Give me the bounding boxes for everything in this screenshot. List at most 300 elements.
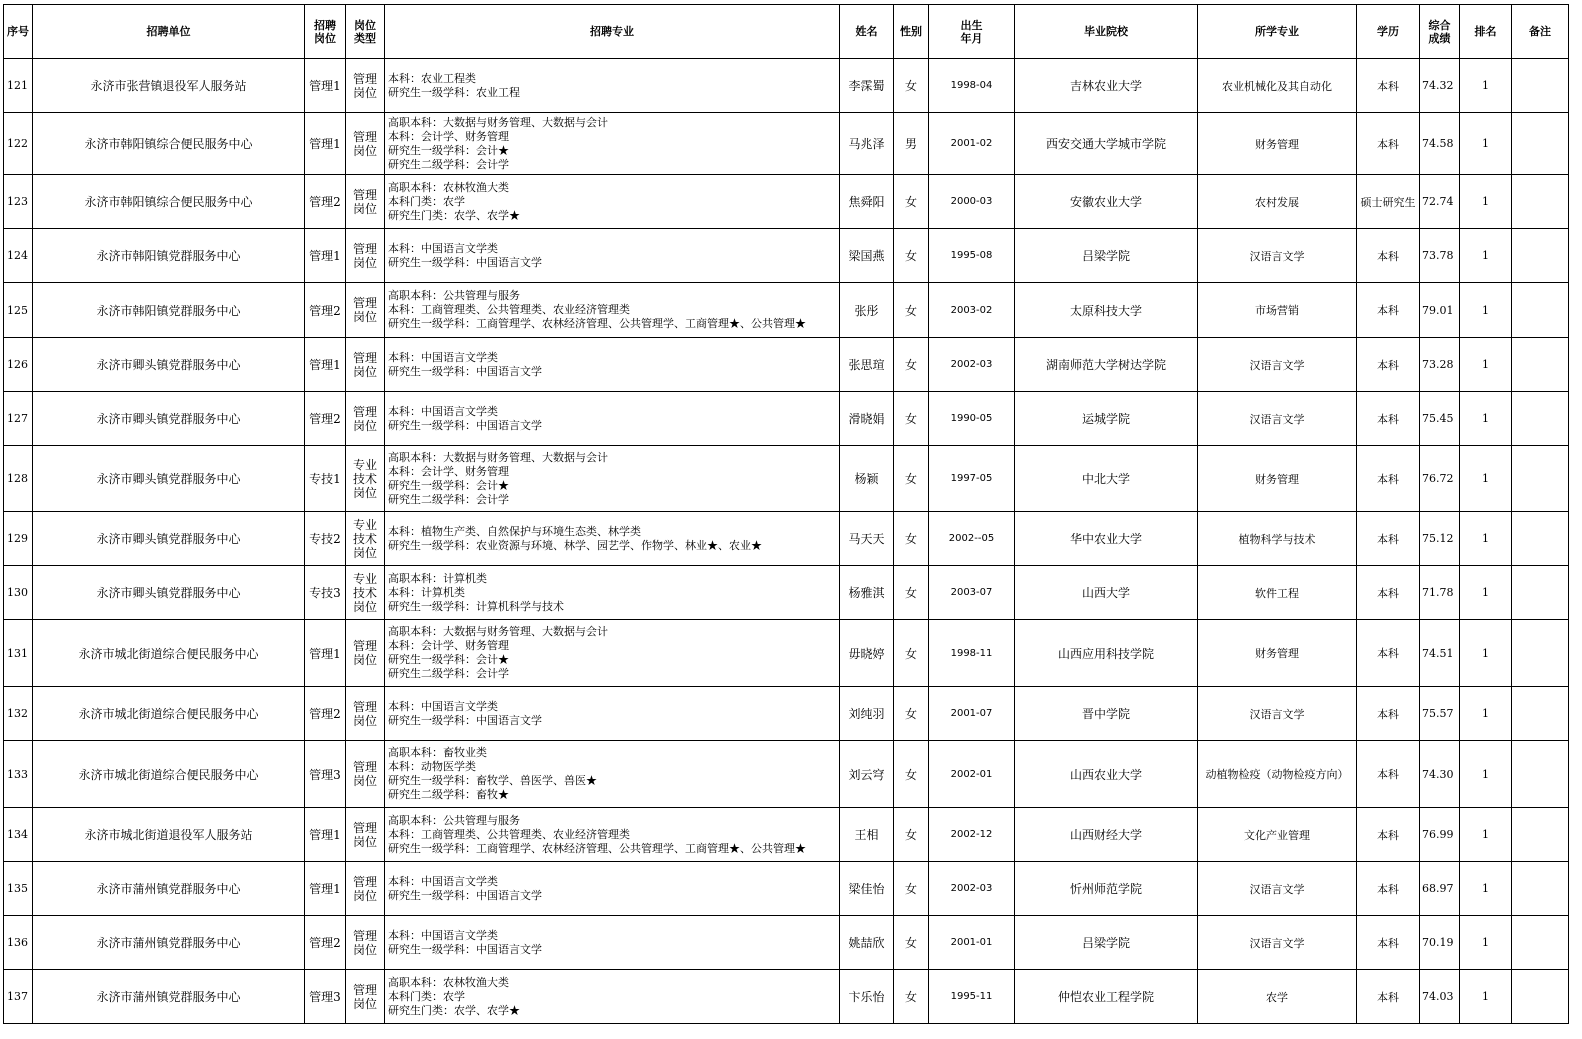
cell-birth: 1995-08 (929, 229, 1015, 283)
cell-seq: 131 (4, 620, 33, 687)
required-major-line: 高职本科：大数据与财务管理、大数据与会计 (388, 625, 608, 638)
cell-score: 76.72 (1420, 446, 1460, 512)
cell-note (1512, 338, 1569, 392)
cell-name: 王相 (840, 808, 894, 862)
cell-note (1512, 175, 1569, 229)
cell-rank: 1 (1460, 446, 1512, 512)
required-major-line: 研究生二级学科：会计学 (388, 492, 509, 506)
table-row (4, 338, 1569, 392)
cell-degree: 本科 (1357, 970, 1420, 1024)
cell-degree: 本科 (1357, 741, 1420, 808)
cell-major: 农村发展 (1198, 175, 1357, 229)
cell-name: 杨雅淇 (840, 566, 894, 620)
cell-major: 汉语言文学 (1198, 916, 1357, 970)
required-major-line: 研究生一级学科：农业工程 (388, 85, 520, 99)
cell-name: 刘云穹 (840, 741, 894, 808)
header-school: 毕业院校 (1015, 5, 1198, 59)
cell-position-type: 管理 岗位 (346, 113, 385, 175)
cell-position-type: 管理 岗位 (346, 862, 385, 916)
header-score (1420, 5, 1460, 59)
cell-name: 毋晓婷 (840, 620, 894, 687)
cell-unit: 永济市城北街道退役军人服务站 (33, 808, 305, 862)
cell-position-type: 管理 岗位 (346, 59, 385, 113)
cell-degree: 本科 (1357, 916, 1420, 970)
cell-required-major (385, 566, 840, 620)
cell-name: 张思瑄 (840, 338, 894, 392)
required-major-line: 本科：农业工程类 (388, 71, 476, 85)
header-name: 姓名 (840, 5, 894, 59)
cell-position: 管理1 (305, 862, 346, 916)
cell-birth: 1995-11 (929, 970, 1015, 1024)
required-major-line: 本科：工商管理类、公共管理类、农业经济管理类 (388, 827, 630, 841)
table-row (4, 566, 1569, 620)
cell-birth: 2003-07 (929, 566, 1015, 620)
cell-birth: 2002-03 (929, 862, 1015, 916)
cell-school: 运城学院 (1015, 392, 1198, 446)
header-score-text: 综合 成绩 (1428, 18, 1451, 45)
cell-rank: 1 (1460, 175, 1512, 229)
required-major-line: 本科门类：农学 (388, 989, 465, 1003)
cell-gender: 女 (894, 283, 929, 338)
required-major-line: 研究生一级学科：畜牧学、兽医学、兽医★ (388, 774, 597, 787)
cell-unit: 永济市城北街道综合便民服务中心 (33, 687, 305, 741)
cell-gender: 女 (894, 229, 929, 283)
cell-score: 74.03 (1420, 970, 1460, 1024)
required-major-line: 研究生一级学科：计算机科学与技术 (388, 599, 564, 613)
cell-school: 太原科技大学 (1015, 283, 1198, 338)
cell-school: 山西财经大学 (1015, 808, 1198, 862)
table-row (4, 59, 1569, 113)
required-major-line: 本科：动物医学类 (388, 760, 476, 773)
cell-required-major (385, 970, 840, 1024)
cell-major: 市场营销 (1198, 283, 1357, 338)
cell-note (1512, 113, 1569, 175)
cell-note (1512, 392, 1569, 446)
cell-position-type: 管理 岗位 (346, 808, 385, 862)
cell-rank: 1 (1460, 566, 1512, 620)
cell-school: 忻州师范学院 (1015, 862, 1198, 916)
cell-school: 山西应用科技学院 (1015, 620, 1198, 687)
cell-note (1512, 862, 1569, 916)
header-row (4, 5, 1569, 59)
cell-major: 汉语言文学 (1198, 392, 1357, 446)
cell-seq: 136 (4, 916, 33, 970)
required-major-line: 高职本科：计算机类 (388, 571, 487, 585)
cell-position-type: 专业 技术 岗位 (346, 446, 385, 512)
table-row (4, 741, 1569, 808)
cell-note (1512, 229, 1569, 283)
cell-position: 管理2 (305, 687, 346, 741)
cell-gender: 女 (894, 916, 929, 970)
table-row (4, 862, 1569, 916)
cell-position-type: 管理 岗位 (346, 916, 385, 970)
cell-seq: 135 (4, 862, 33, 916)
cell-required-major (385, 392, 840, 446)
cell-degree: 本科 (1357, 113, 1420, 175)
cell-name: 李霂蜀 (840, 59, 894, 113)
cell-unit: 永济市卿头镇党群服务中心 (33, 446, 305, 512)
cell-seq: 124 (4, 229, 33, 283)
cell-required-major (385, 808, 840, 862)
header-gender: 性别 (894, 5, 929, 59)
cell-unit: 永济市韩阳镇综合便民服务中心 (33, 113, 305, 175)
cell-position: 管理2 (305, 916, 346, 970)
cell-unit: 永济市韩阳镇综合便民服务中心 (33, 175, 305, 229)
cell-note (1512, 808, 1569, 862)
cell-school: 吕梁学院 (1015, 916, 1198, 970)
cell-seq: 126 (4, 338, 33, 392)
cell-birth: 2002-01 (929, 741, 1015, 808)
required-major-line: 本科：中国语言文学类 (388, 699, 498, 713)
required-major-line: 本科：会计学、财务管理 (388, 639, 509, 652)
cell-major: 植物科学与技术 (1198, 512, 1357, 566)
header-major: 所学专业 (1198, 5, 1357, 59)
required-major-line: 本科：中国语言文学类 (388, 928, 498, 942)
cell-note (1512, 512, 1569, 566)
cell-gender: 女 (894, 392, 929, 446)
cell-note (1512, 620, 1569, 687)
cell-score: 68.97 (1420, 862, 1460, 916)
required-major-line: 本科门类：农学 (388, 194, 465, 208)
header-position-text: 招聘 岗位 (314, 18, 336, 45)
cell-score: 79.01 (1420, 283, 1460, 338)
cell-position-type: 专业 技术 岗位 (346, 566, 385, 620)
table-row (4, 916, 1569, 970)
cell-major: 动植物检疫（动物检疫方向） (1198, 741, 1357, 808)
required-major-line: 高职本科：大数据与财务管理、大数据与会计 (388, 450, 608, 464)
cell-rank: 1 (1460, 741, 1512, 808)
cell-degree: 本科 (1357, 620, 1420, 687)
cell-gender: 女 (894, 808, 929, 862)
cell-major: 软件工程 (1198, 566, 1357, 620)
cell-required-major (385, 446, 840, 512)
cell-school: 安徽农业大学 (1015, 175, 1198, 229)
cell-gender: 女 (894, 338, 929, 392)
cell-gender: 女 (894, 59, 929, 113)
cell-rank: 1 (1460, 59, 1512, 113)
cell-score: 73.78 (1420, 229, 1460, 283)
required-major-line: 研究生一级学科：会计★ (388, 143, 509, 157)
cell-position: 管理3 (305, 970, 346, 1024)
required-major-line: 研究生一级学科：会计★ (388, 478, 509, 492)
required-major-line: 本科：中国语言文学类 (388, 874, 498, 888)
cell-score: 71.78 (1420, 566, 1460, 620)
cell-school: 湖南师范大学树达学院 (1015, 338, 1198, 392)
header-position-type-text: 岗位 类型 (354, 18, 376, 45)
cell-seq: 128 (4, 446, 33, 512)
required-major-line: 研究生一级学科：中国语言文学 (388, 942, 542, 956)
cell-birth: 1990-05 (929, 392, 1015, 446)
cell-score: 75.57 (1420, 687, 1460, 741)
cell-name: 杨颖 (840, 446, 894, 512)
cell-score: 74.30 (1420, 741, 1460, 808)
cell-school: 吕梁学院 (1015, 229, 1198, 283)
cell-school: 吉林农业大学 (1015, 59, 1198, 113)
table-row (4, 446, 1569, 512)
cell-degree: 本科 (1357, 59, 1420, 113)
cell-score: 74.51 (1420, 620, 1460, 687)
required-major-line: 研究生二级学科：畜牧★ (388, 788, 509, 801)
required-major-line: 高职本科：畜牧业类 (388, 746, 487, 759)
table-row (4, 392, 1569, 446)
cell-seq: 123 (4, 175, 33, 229)
cell-unit: 永济市蒲州镇党群服务中心 (33, 916, 305, 970)
required-major-line: 本科：中国语言文学类 (388, 241, 498, 255)
header-note: 备注 (1512, 5, 1569, 59)
required-major-line: 研究生门类：农学、农学★ (388, 208, 520, 222)
cell-degree: 本科 (1357, 229, 1420, 283)
table-row (4, 970, 1569, 1024)
cell-school: 仲恺农业工程学院 (1015, 970, 1198, 1024)
required-major-line: 本科：会计学、财务管理 (388, 129, 509, 143)
cell-name: 焦舜阳 (840, 175, 894, 229)
cell-unit: 永济市卿头镇党群服务中心 (33, 512, 305, 566)
cell-gender: 女 (894, 620, 929, 687)
cell-major: 汉语言文学 (1198, 338, 1357, 392)
cell-score: 74.58 (1420, 113, 1460, 175)
cell-major: 汉语言文学 (1198, 229, 1357, 283)
cell-note (1512, 59, 1569, 113)
cell-major: 财务管理 (1198, 446, 1357, 512)
cell-name: 刘纯羽 (840, 687, 894, 741)
cell-unit: 永济市韩阳镇党群服务中心 (33, 229, 305, 283)
cell-position: 管理2 (305, 392, 346, 446)
cell-unit: 永济市城北街道综合便民服务中心 (33, 741, 305, 808)
required-major-line: 研究生一级学科：中国语言文学 (388, 888, 542, 902)
cell-gender: 女 (894, 970, 929, 1024)
cell-position-type: 专业 技术 岗位 (346, 512, 385, 566)
required-major-line: 本科：工商管理类、公共管理类、农业经济管理类 (388, 303, 630, 316)
cell-note (1512, 283, 1569, 338)
cell-required-major (385, 741, 840, 808)
cell-seq: 137 (4, 970, 33, 1024)
cell-seq: 121 (4, 59, 33, 113)
cell-note (1512, 970, 1569, 1024)
cell-seq: 132 (4, 687, 33, 741)
cell-rank: 1 (1460, 808, 1512, 862)
cell-note (1512, 687, 1569, 741)
cell-unit: 永济市卿头镇党群服务中心 (33, 566, 305, 620)
cell-position-type: 管理 岗位 (346, 338, 385, 392)
table-row (4, 113, 1569, 175)
cell-degree: 本科 (1357, 808, 1420, 862)
cell-position: 管理1 (305, 808, 346, 862)
cell-birth: 1998-11 (929, 620, 1015, 687)
cell-rank: 1 (1460, 512, 1512, 566)
cell-gender: 女 (894, 175, 929, 229)
required-major-line: 高职本科：公共管理与服务 (388, 813, 520, 827)
cell-gender: 女 (894, 446, 929, 512)
cell-score: 76.99 (1420, 808, 1460, 862)
cell-position-type: 管理 岗位 (346, 229, 385, 283)
cell-score: 70.19 (1420, 916, 1460, 970)
cell-school: 西安交通大学城市学院 (1015, 113, 1198, 175)
cell-rank: 1 (1460, 338, 1512, 392)
cell-major: 汉语言文学 (1198, 687, 1357, 741)
cell-degree: 本科 (1357, 862, 1420, 916)
table-row (4, 175, 1569, 229)
cell-position: 管理1 (305, 113, 346, 175)
cell-required-major (385, 620, 840, 687)
required-major-line: 高职本科：大数据与财务管理、大数据与会计 (388, 115, 608, 129)
cell-score: 75.45 (1420, 392, 1460, 446)
table-row (4, 283, 1569, 338)
cell-birth: 2000-03 (929, 175, 1015, 229)
cell-gender: 女 (894, 687, 929, 741)
cell-position-type: 管理 岗位 (346, 620, 385, 687)
cell-position: 专技1 (305, 446, 346, 512)
cell-name: 滑晓娟 (840, 392, 894, 446)
header-birth-text: 出生 年月 (960, 18, 983, 45)
cell-required-major (385, 512, 840, 566)
cell-birth: 2002-03 (929, 338, 1015, 392)
cell-rank: 1 (1460, 283, 1512, 338)
cell-unit: 永济市蒲州镇党群服务中心 (33, 970, 305, 1024)
cell-degree: 本科 (1357, 446, 1420, 512)
results-table (3, 4, 1569, 1024)
cell-seq: 133 (4, 741, 33, 808)
cell-required-major (385, 229, 840, 283)
required-major-line: 本科：中国语言文学类 (388, 350, 498, 364)
cell-major: 汉语言文学 (1198, 862, 1357, 916)
cell-birth: 2001-07 (929, 687, 1015, 741)
cell-school: 华中农业大学 (1015, 512, 1198, 566)
cell-gender: 女 (894, 566, 929, 620)
required-major-line: 本科：会计学、财务管理 (388, 464, 509, 478)
cell-name: 梁佳怡 (840, 862, 894, 916)
header-unit: 招聘单位 (33, 5, 305, 59)
cell-degree: 本科 (1357, 338, 1420, 392)
cell-position: 专技3 (305, 566, 346, 620)
cell-rank: 1 (1460, 916, 1512, 970)
cell-position: 管理2 (305, 283, 346, 338)
required-major-line: 高职本科：农林牧渔大类 (388, 975, 509, 989)
table-row (4, 620, 1569, 687)
cell-rank: 1 (1460, 392, 1512, 446)
header-required-major: 招聘专业 (385, 5, 840, 59)
cell-rank: 1 (1460, 620, 1512, 687)
cell-gender: 男 (894, 113, 929, 175)
cell-score: 72.74 (1420, 175, 1460, 229)
cell-required-major (385, 175, 840, 229)
header-seq: 序号 (4, 5, 33, 59)
cell-birth: 2003-02 (929, 283, 1015, 338)
cell-seq: 129 (4, 512, 33, 566)
table-body (4, 59, 1569, 1024)
required-major-line: 研究生二级学科：会计学 (388, 157, 509, 171)
required-major-line: 研究生一级学科：工商管理学、农林经济管理、公共管理学、工商管理★、公共管理★ (388, 841, 806, 855)
cell-score: 74.32 (1420, 59, 1460, 113)
cell-unit: 永济市卿头镇党群服务中心 (33, 338, 305, 392)
cell-name: 卞乐怡 (840, 970, 894, 1024)
required-major-line: 研究生一级学科：中国语言文学 (388, 418, 542, 432)
required-major-line: 本科：植物生产类、自然保护与环境生态类、林学类 (388, 524, 641, 538)
table-row (4, 512, 1569, 566)
header-position-type (346, 5, 385, 59)
cell-position-type: 管理 岗位 (346, 970, 385, 1024)
header-degree: 学历 (1357, 5, 1420, 59)
cell-position: 管理1 (305, 620, 346, 687)
cell-note (1512, 566, 1569, 620)
cell-required-major (385, 862, 840, 916)
required-major-line: 高职本科：公共管理与服务 (388, 289, 520, 302)
cell-note (1512, 916, 1569, 970)
cell-position: 管理1 (305, 229, 346, 283)
cell-school: 中北大学 (1015, 446, 1198, 512)
cell-position-type: 管理 岗位 (346, 687, 385, 741)
cell-seq: 125 (4, 283, 33, 338)
cell-unit: 永济市城北街道综合便民服务中心 (33, 620, 305, 687)
cell-degree: 本科 (1357, 392, 1420, 446)
cell-gender: 女 (894, 862, 929, 916)
cell-seq: 127 (4, 392, 33, 446)
table-row (4, 808, 1569, 862)
cell-birth: 2002--05 (929, 512, 1015, 566)
cell-degree: 本科 (1357, 687, 1420, 741)
required-major-line: 本科：中国语言文学类 (388, 404, 498, 418)
cell-birth: 1997-05 (929, 446, 1015, 512)
cell-school: 山西大学 (1015, 566, 1198, 620)
required-major-line: 本科：计算机类 (388, 585, 465, 599)
cell-note (1512, 741, 1569, 808)
cell-rank: 1 (1460, 970, 1512, 1024)
cell-seq: 134 (4, 808, 33, 862)
cell-birth: 1998-04 (929, 59, 1015, 113)
cell-unit: 永济市卿头镇党群服务中心 (33, 392, 305, 446)
cell-required-major (385, 338, 840, 392)
required-major-line: 研究生一级学科：中国语言文学 (388, 255, 542, 269)
cell-degree: 本科 (1357, 283, 1420, 338)
header-position (305, 5, 346, 59)
cell-birth: 2001-02 (929, 113, 1015, 175)
required-major-line: 研究生一级学科：会计★ (388, 653, 509, 666)
cell-position: 管理1 (305, 59, 346, 113)
cell-position-type: 管理 岗位 (346, 175, 385, 229)
cell-position: 管理1 (305, 338, 346, 392)
cell-major: 文化产业管理 (1198, 808, 1357, 862)
cell-required-major (385, 916, 840, 970)
cell-school: 山西农业大学 (1015, 741, 1198, 808)
cell-rank: 1 (1460, 862, 1512, 916)
cell-position-type: 管理 岗位 (346, 283, 385, 338)
cell-note (1512, 446, 1569, 512)
cell-birth: 2002-12 (929, 808, 1015, 862)
cell-unit: 永济市张营镇退役军人服务站 (33, 59, 305, 113)
cell-degree: 硕士研究生 (1357, 175, 1420, 229)
cell-rank: 1 (1460, 687, 1512, 741)
cell-position-type: 管理 岗位 (346, 392, 385, 446)
cell-rank: 1 (1460, 113, 1512, 175)
cell-gender: 女 (894, 512, 929, 566)
cell-major: 财务管理 (1198, 113, 1357, 175)
required-major-line: 研究生门类：农学、农学★ (388, 1003, 520, 1017)
cell-name: 马天天 (840, 512, 894, 566)
cell-required-major (385, 113, 840, 175)
cell-required-major (385, 59, 840, 113)
cell-name: 张彤 (840, 283, 894, 338)
cell-position-type: 管理 岗位 (346, 741, 385, 808)
cell-unit: 永济市蒲州镇党群服务中心 (33, 862, 305, 916)
required-major-line: 研究生一级学科：中国语言文学 (388, 713, 542, 727)
cell-name: 姚喆欣 (840, 916, 894, 970)
cell-rank: 1 (1460, 229, 1512, 283)
cell-position: 专技2 (305, 512, 346, 566)
cell-degree: 本科 (1357, 566, 1420, 620)
table-row (4, 687, 1569, 741)
cell-major: 农学 (1198, 970, 1357, 1024)
header-rank: 排名 (1460, 5, 1512, 59)
cell-birth: 2001-01 (929, 916, 1015, 970)
